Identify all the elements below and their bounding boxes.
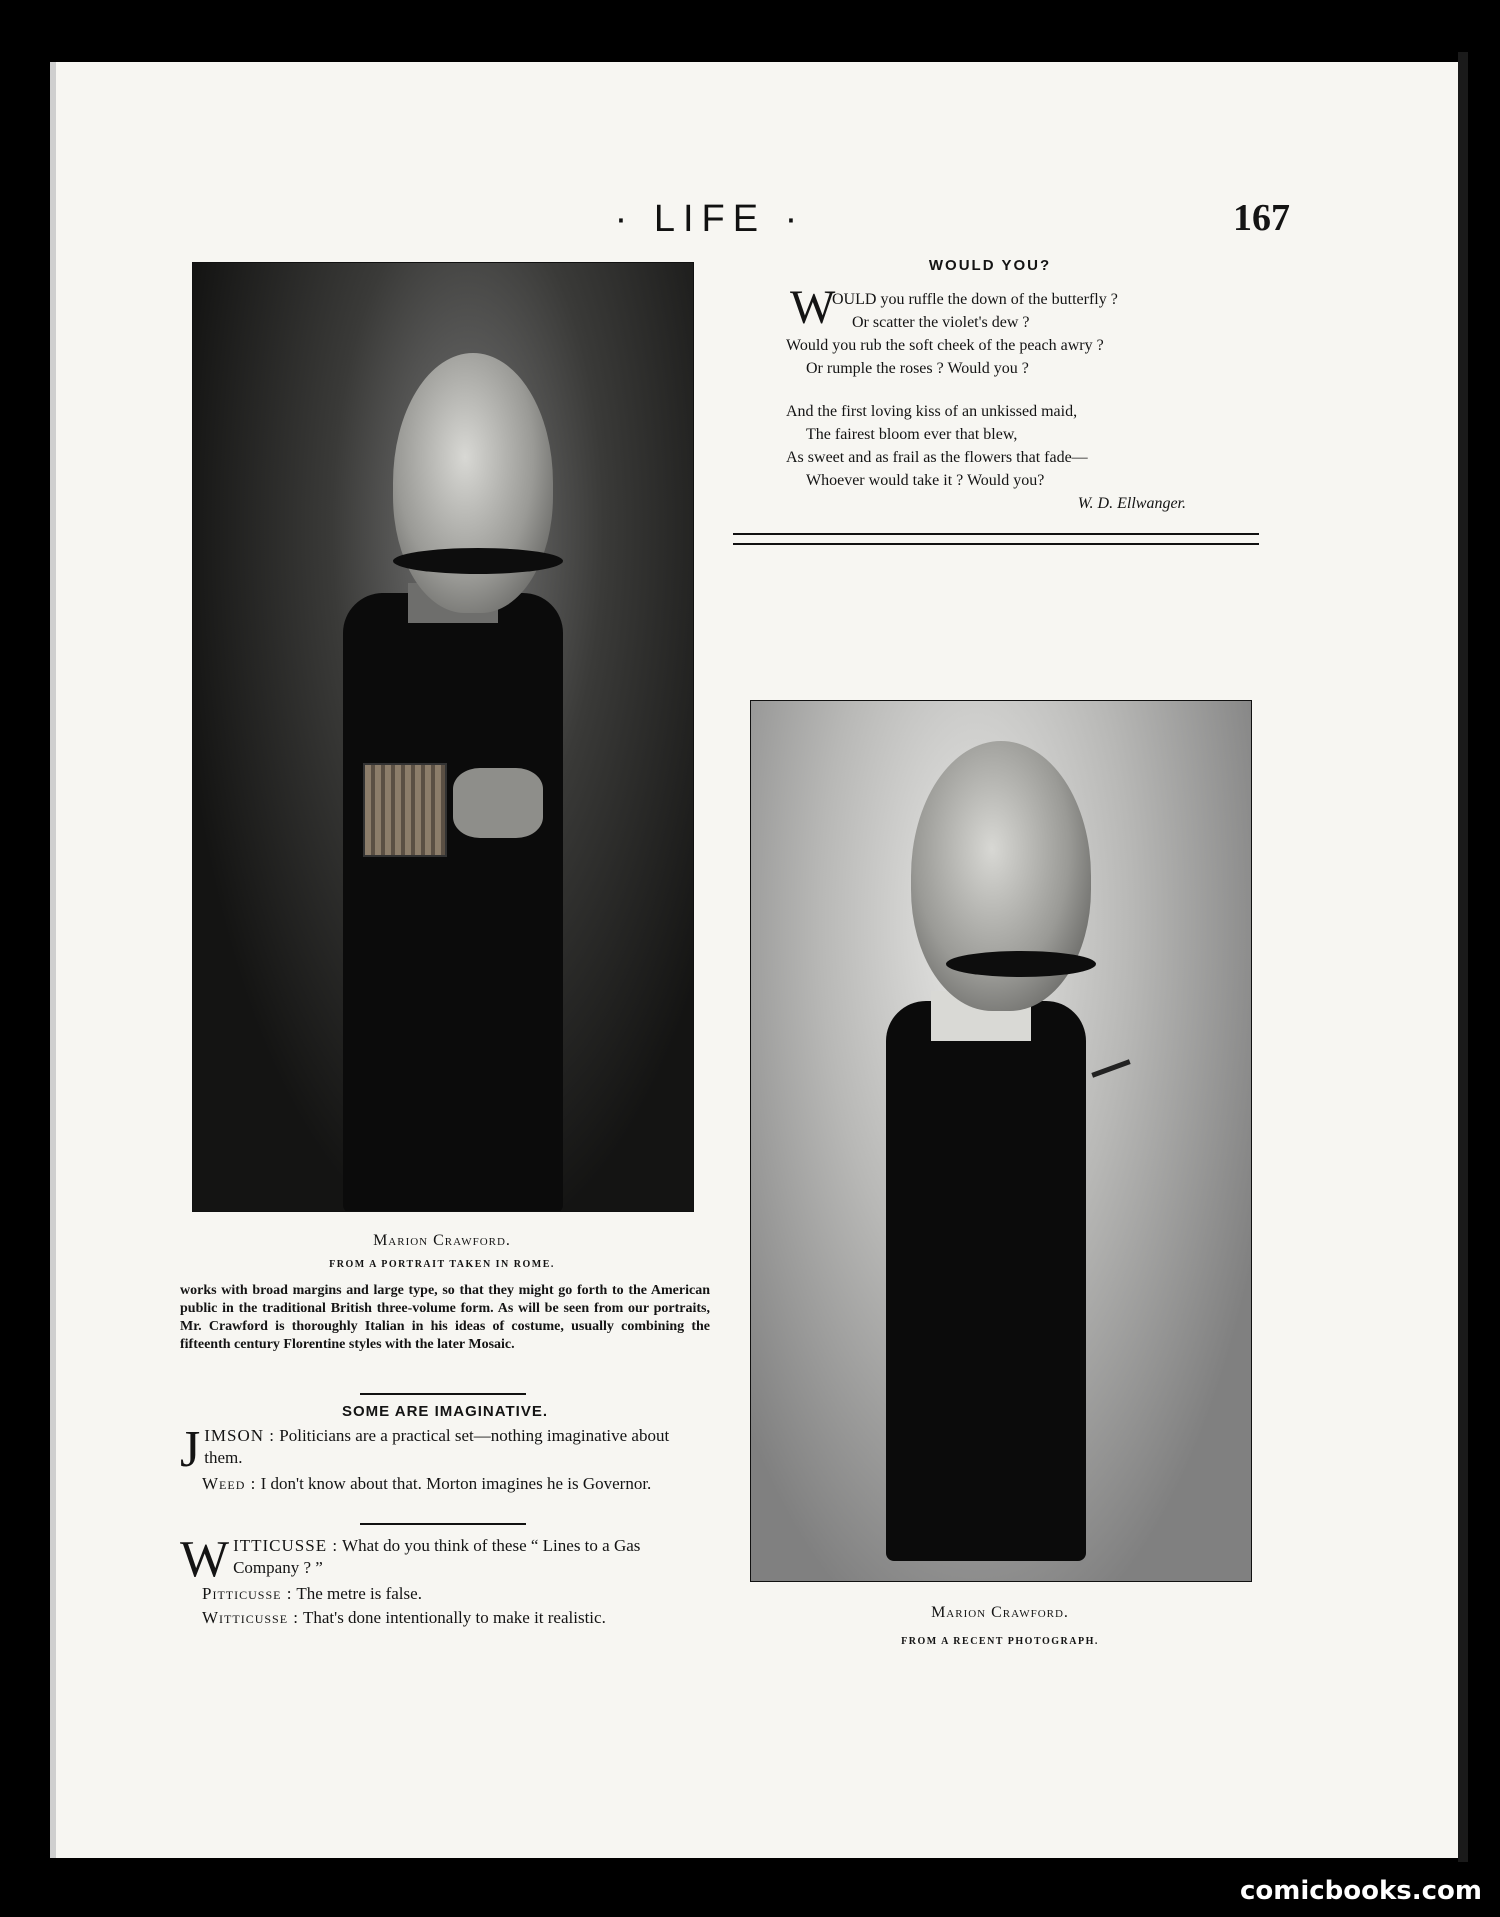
basket [363,763,447,857]
photo-left-caption: Marion Crawford. [373,1232,511,1249]
section-rule [360,1393,526,1395]
photo-right-subcaption: FROM A RECENT PHOTOGRAPH. [901,1636,1099,1647]
figure-body [343,593,563,1212]
poem-signature: W. D. Ellwanger. [1077,495,1186,512]
poem-line: OULD you ruffle the down of the butterfly ? [832,291,1118,308]
poem-line: Would you rub the soft cheek of the peach awry ? [786,337,1104,354]
dialogue-line: Politicians are a practical set—nothing imaginative about them. [204,1426,670,1467]
photo-right-caption: Marion Crawford. [931,1604,1069,1621]
poem-line: The fairest bloom ever that blew, [806,426,1018,443]
poem-line: Or rumple the roses ? Would you ? [806,360,1029,377]
dialogue-line: That's done intentionally to make it realistic. [299,1608,606,1627]
section-rule [360,1523,526,1525]
figure-head [393,353,553,613]
poem-drop-cap: W [790,281,836,334]
poem-title: WOULD YOU? [928,257,1052,274]
stanza-break [786,380,1246,400]
speaker-name: Weed : [202,1474,257,1493]
page-number: 167 [1233,197,1290,239]
mustache [946,951,1096,977]
speaker-name: Witticusse : [202,1608,300,1627]
photo-left-subcaption: FROM A PORTRAIT TAKEN IN ROME. [329,1259,555,1270]
joke-drop-cap: W [180,1531,230,1588]
page-right-edge [1458,52,1468,1862]
poem-line: As sweet and as frail as the flowers that fade— [786,449,1088,466]
speaker-name: Pitticusse : [202,1584,293,1603]
poem-line: And the first loving kiss of an unkissed maid, [786,403,1078,420]
cigarette [1091,1059,1130,1077]
site-watermark: comicbooks.com [1239,1876,1482,1906]
dialogue-line: The metre is false. [292,1584,422,1603]
joke-dialogue-imaginative [180,1421,710,1495]
cloth-bundle [453,768,543,838]
speaker-name: ITTICUSSE : [233,1536,339,1555]
joke-drop-cap: J [180,1421,201,1478]
portrait-photo-rome [192,262,694,1212]
dialogue-line: What do you think of these “ Lines to a Gas Company ? ” [233,1536,641,1577]
mustache [393,548,563,574]
joke-title: SOME ARE IMAGINATIVE. [341,1403,548,1420]
figure-body [886,1001,1086,1561]
poem-line: Or scatter the violet's dew ? [852,314,1030,331]
masthead-title: · LIFE · [614,198,806,240]
poem-line: Whoever would take it ? Would you? [806,472,1045,489]
dialogue-line: I don't know about that. Morton imagines he is Governor. [256,1474,652,1493]
portrait-photo-recent [750,700,1252,1582]
joke-dialogue-gas-company [180,1531,710,1629]
double-rule-divider [733,533,1259,545]
poem-body [786,288,1246,492]
article-paragraph: works with broad margins and large type, so that they might go forth to the American public in the traditional British three-volume form. As will be seen from our portraits, Mr. Crawford is thoroughly Italian in his ideas of costume, usually combining the fifteenth century Florentine styles with the later Mosaic. [180,1283,710,1352]
speaker-name: IMSON : [204,1426,276,1445]
